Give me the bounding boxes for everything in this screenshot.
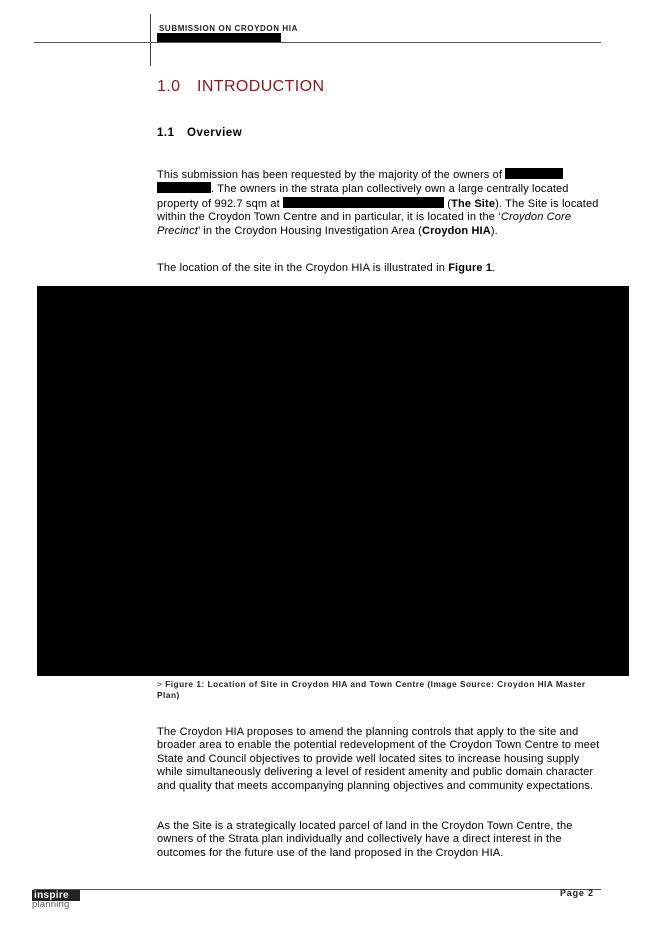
subsection-title: Overview [187, 127, 243, 139]
text-run: . The owners in the strata plan collectively own a large centrally located property of 992.7 sqm at [157, 183, 569, 210]
section-title: INTRODUCTION [197, 78, 325, 95]
text-run: ). The Site is located within the Croydon Town Centre and in particular, it is located in the ‘ [157, 197, 599, 224]
inspire-planning-logo [32, 890, 82, 910]
caption-text: Figure 1: Location of Site in Croydon HIA and Town Centre (Image Source: Croydon HIA Master Plan) [157, 679, 586, 700]
subsection-heading [157, 127, 242, 139]
figure-intro-paragraph [157, 262, 603, 275]
redaction [505, 168, 563, 179]
text-run: . [492, 262, 496, 274]
logo-top-text: inspire [32, 890, 80, 901]
text-run: ’ in the Croydon Housing Investigation Area ( [197, 224, 422, 237]
text-run: ( [447, 197, 452, 210]
section-number: 1.0 [157, 78, 181, 95]
figure-1-image [37, 286, 629, 676]
hia-term: Croydon HIA [421, 224, 491, 237]
text-run: ). [490, 224, 498, 237]
redaction [283, 197, 444, 208]
figure-caption [157, 679, 597, 701]
footer-rule [34, 889, 601, 890]
hia-paragraph: The Croydon HIA proposes to amend the planning controls that apply to the site and broader area to enable the potential redevelopment of the Croydon Town Centre to meet State and Council objectives to provide well located sites to increase housing supply while simultaneously delivering a level of resident amenity and public domain character and quality that meets accompanying planning objectives and community expectations. [157, 726, 600, 792]
logo-bottom-text: planning [32, 899, 70, 910]
section-heading [157, 78, 324, 96]
intro-paragraph [157, 168, 603, 238]
figure-reference: Figure 1 [448, 262, 493, 274]
header-redaction [157, 33, 281, 42]
text-run: The location of the site in the Croydon HIA is illustrated in [157, 262, 445, 274]
strata-paragraph: As the Site is a strategically located parcel of land in the Croydon Town Centre, the owners of the Strata plan individually and collectively have a direct interest in the outcomes for the future use of the land proposed in the Croydon HIA. [157, 820, 573, 859]
header-rule [34, 42, 601, 43]
header-vertical-rule [150, 14, 151, 66]
text-run: This submission has been requested by the majority of the owners of [157, 169, 503, 181]
site-term: The Site [451, 197, 496, 210]
caption-marker: > [157, 679, 163, 689]
redaction [157, 182, 211, 193]
running-header: SUBMISSION ON CROYDON HIA [159, 24, 299, 33]
subsection-number: 1.1 [157, 127, 175, 139]
precinct-term: Croydon Core Precinct [157, 211, 572, 237]
page-number: Page 2 [560, 888, 594, 898]
